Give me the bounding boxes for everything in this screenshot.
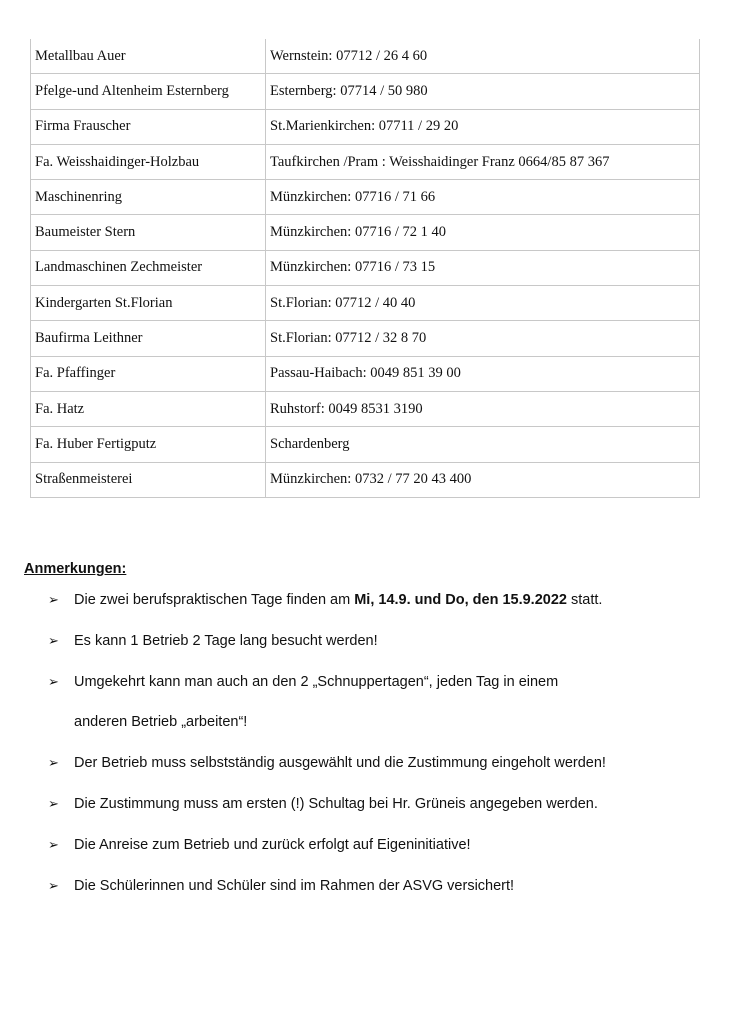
list-item: [24, 662, 714, 742]
list-item: [24, 753, 714, 773]
table-row: [31, 215, 700, 250]
company-contact: Esternberg: 07714 / 50 980: [266, 74, 700, 109]
note-text-line1: Umgekehrt kann man auch an den 2 „Schnuppertagen“, jeden Tag in einem: [74, 674, 559, 690]
company-contact: Passau-Haibach: 0049 851 39 00: [266, 356, 700, 391]
company-name: Fa. Weisshaidinger-Holzbau: [31, 144, 266, 179]
company-contact: St.Marienkirchen: 07711 / 29 20: [266, 109, 700, 144]
arrow-bullet-icon: ➢: [48, 674, 59, 689]
company-contact: Ruhstorf: 0049 8531 3190: [266, 391, 700, 426]
note-dates: Mi, 14.9. und Do, den 15.9.2022: [354, 592, 567, 608]
notes-list: [24, 590, 714, 896]
note-text: Es kann 1 Betrieb 2 Tage lang besucht werden!: [74, 633, 378, 649]
company-name: Metallbau Auer: [31, 39, 266, 74]
list-item: [24, 876, 714, 896]
notes-heading: Anmerkungen:: [24, 561, 127, 577]
company-name: Firma Frauscher: [31, 109, 266, 144]
list-item: [24, 794, 714, 814]
list-item: [24, 835, 714, 855]
note-text: Die Anreise zum Betrieb und zurück erfolgt auf Eigeninitiative!: [74, 837, 471, 853]
table-row: [31, 321, 700, 356]
company-contact: Münzkirchen: 07716 / 73 15: [266, 250, 700, 285]
table-row: [31, 109, 700, 144]
arrow-bullet-icon: ➢: [48, 755, 59, 770]
company-contact: Wernstein: 07712 / 26 4 60: [266, 39, 700, 74]
table-row: [31, 462, 700, 497]
note-text-post: statt.: [566, 592, 603, 608]
note-text-line2: anderen Betrieb „arbeiten“!: [74, 714, 248, 730]
company-name: Baufirma Leithner: [31, 321, 266, 356]
company-contact: Schardenberg: [266, 427, 700, 462]
table-row: [31, 427, 700, 462]
arrow-bullet-icon: ➢: [48, 633, 59, 648]
company-contact: Münzkirchen: 0732 / 77 20 43 400: [266, 462, 700, 497]
table-row: [31, 74, 700, 109]
company-name: Kindergarten St.Florian: [31, 286, 266, 321]
table-row: [31, 39, 700, 74]
note-text: Der Betrieb muss selbstständig ausgewählt und die Zustimmung eingeholt werden!: [74, 755, 606, 771]
table-row: [31, 391, 700, 426]
table-row: [31, 144, 700, 179]
company-name: Maschinenring: [31, 180, 266, 215]
table-row: [31, 180, 700, 215]
note-text: Die Schülerinnen und Schüler sind im Rahmen der ASVG versichert!: [74, 878, 515, 894]
arrow-bullet-icon: ➢: [48, 592, 59, 607]
company-name: Fa. Huber Fertigputz: [31, 427, 266, 462]
company-name: Landmaschinen Zechmeister: [31, 250, 266, 285]
company-table: [30, 39, 700, 498]
arrow-bullet-icon: ➢: [48, 878, 59, 893]
arrow-bullet-icon: ➢: [48, 837, 59, 852]
company-name: Fa. Hatz: [31, 391, 266, 426]
note-text: Die Zustimmung muss am ersten (!) Schultag bei Hr. Grüneis angegeben werden.: [74, 796, 598, 812]
list-item: [24, 631, 714, 651]
notes-section: [24, 558, 714, 917]
company-contact: St.Florian: 07712 / 40 40: [266, 286, 700, 321]
table-row: [31, 250, 700, 285]
arrow-bullet-icon: ➢: [48, 796, 59, 811]
company-name: Baumeister Stern: [31, 215, 266, 250]
list-item: [24, 590, 714, 610]
company-contact: Münzkirchen: 07716 / 72 1 40: [266, 215, 700, 250]
company-contact: St.Florian: 07712 / 32 8 70: [266, 321, 700, 356]
company-contact: Taufkirchen /Pram : Weisshaidinger Franz 0664/85 87 367: [266, 144, 700, 179]
company-name: Pfelge-und Altenheim Esternberg: [31, 74, 266, 109]
company-name: Fa. Pfaffinger: [31, 356, 266, 391]
company-name: Straßenmeisterei: [31, 462, 266, 497]
table-row: [31, 356, 700, 391]
company-contact: Münzkirchen: 07716 / 71 66: [266, 180, 700, 215]
table-row: [31, 286, 700, 321]
note-text-pre: Die zwei berufspraktischen Tage finden am: [74, 592, 355, 608]
